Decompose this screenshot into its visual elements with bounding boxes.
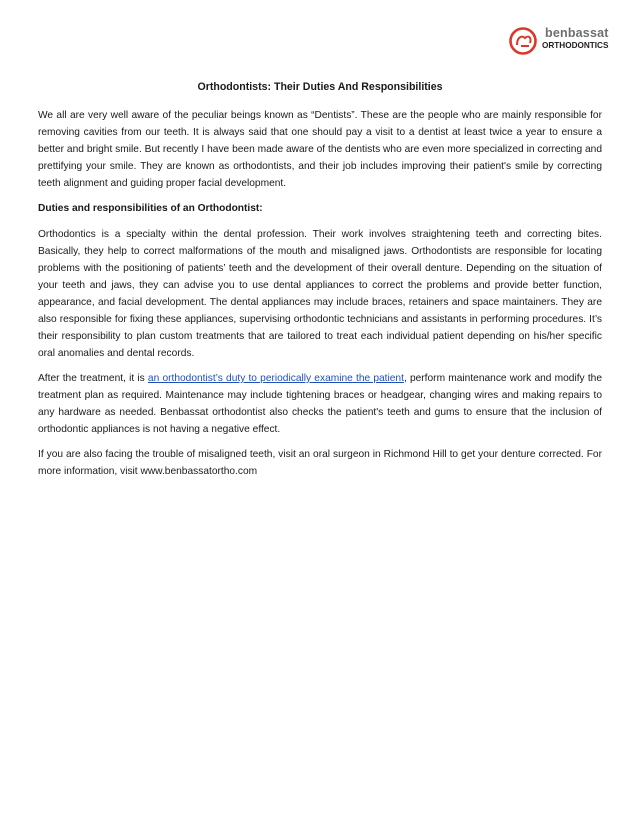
maintenance-text-start: After the treatment, it is (38, 373, 148, 384)
maintenance-paragraph (38, 370, 602, 438)
document-body (38, 80, 602, 488)
page-title: Orthodontists: Their Duties And Responsibilities (197, 81, 443, 93)
maintenance-text-end: , perform maintenance work and modify the treatment plan as required. Maintenance may include tightening braces or headgear, changing wires and making repairs to any hardware as needed. Benbassat orthodontist also checks the patient's teeth and gums to ensure that the inclusion of orthodontic appliances is not having a negative effect. (38, 373, 602, 435)
section-heading: Duties and responsibilities of an Orthodontist: (38, 203, 263, 214)
logo-brand-subtitle: ORTHODONTICS (542, 41, 609, 50)
logo-mark-icon (508, 24, 542, 58)
periodic-exam-link[interactable]: an orthodontist’s duty to periodically examine the patient (147, 373, 404, 384)
intro-paragraph: We all are very well aware of the peculiar beings known as “Dentists”. These are the people who are mainly responsible for removing cavities from our teeth. It is always said that one should pay a visit to a dentist at least twice a year to ensure a better and bright smile. But recently I have been made aware of the dentists who are even more specialized in correcting and prettifying your smile. They are known as orthodontists, and their job includes improving their patient's smile by correcting teeth alignment and guiding proper facial development. (38, 110, 602, 189)
company-logo (508, 24, 620, 58)
logo-brand-name: benbassat (545, 26, 609, 40)
duties-paragraph: Orthodontics is a specialty within the dental profession. Their work involves straightening teeth and correcting bites. Basically, they help to correct malformations of the mouth and misaligned jaws. Orthodontists are responsible for locating problems with the positioning of patients’ teeth and the development of their overall denture. Depending on the situation of your teeth and jaws, they can advise you to use dental appliances to correct the problems and provide better function, appearance, and facial development. The dental appliances may include braces, retainers and space maintainers. They are also responsible for fixing these appliances, supervising orthodontic technicians and assistants in performing procedures. It’s their responsibility to plan custom treatments that are tailored to treat each individual patient depending on his/her specific oral anomalies and dental records. (38, 229, 602, 359)
closing-paragraph: If you are also facing the trouble of misaligned teeth, visit an oral surgeon in Richmond Hill to get your denture corrected. For more information, visit www.benbassatortho.com (38, 449, 602, 477)
